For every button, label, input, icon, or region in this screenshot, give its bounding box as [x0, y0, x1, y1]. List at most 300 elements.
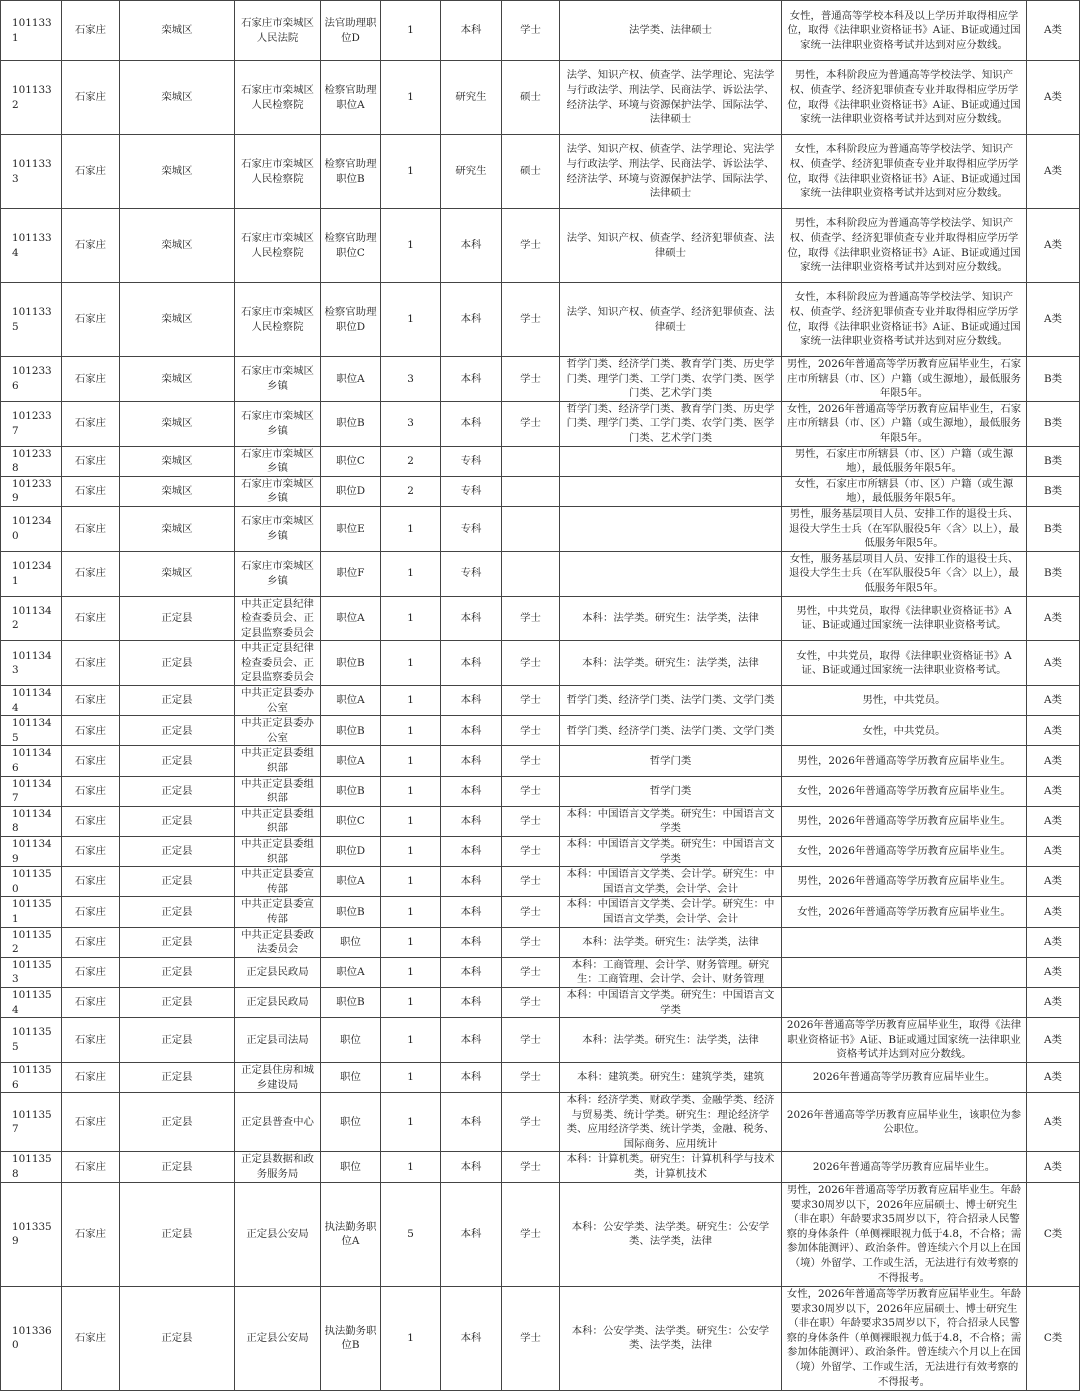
- requirements-cell: 女性，2026年普通高等学历教育应届毕业生。: [782, 897, 1027, 927]
- major-cell: 本科：建筑类。研究生：建筑学类，建筑: [560, 1062, 782, 1092]
- exam-category-cell: A类: [1027, 209, 1080, 283]
- position-code-cell: 1011332: [1, 61, 62, 135]
- requirements-cell: 女性，2026年普通高等学历教育应届毕业生，石家庄市所辖县（市、区）户籍（或生源地），最低服务年限5年。: [782, 401, 1027, 446]
- position-code-cell: 1011334: [1, 209, 62, 283]
- city-cell: 石家庄: [62, 209, 120, 283]
- headcount-cell: 1: [381, 551, 441, 596]
- city-cell: 石家庄: [62, 987, 120, 1017]
- major-cell: 哲学门类: [560, 746, 782, 776]
- employer-cell: 正定县民政局: [235, 957, 321, 987]
- employer-cell: 正定县住房和城乡建设局: [235, 1062, 321, 1092]
- headcount-cell: 1: [381, 897, 441, 927]
- degree-cell: 学士: [502, 357, 560, 402]
- major-cell: 法学、知识产权、侦查学、法学理论、宪法学与行政法学、刑法学、民商法学、诉讼法学、经济法学、环境与资源保护法学、国际法学、法律硕士: [560, 135, 782, 209]
- position-code-cell: 1011335: [1, 283, 62, 357]
- position-name-cell: 职位C: [321, 446, 381, 476]
- position-name-cell: 检察官助理职位A: [321, 61, 381, 135]
- table-row: [1, 551, 1080, 596]
- table-row: [1, 1093, 1080, 1152]
- position-code-cell: 1012337: [1, 401, 62, 446]
- district-cell: 正定县: [120, 927, 235, 957]
- education-cell: 本科: [441, 1286, 502, 1390]
- degree-cell: 学士: [502, 867, 560, 897]
- exam-category-cell: B类: [1027, 476, 1080, 506]
- city-cell: 石家庄: [62, 641, 120, 686]
- employer-cell: 石家庄市栾城区人民法院: [235, 1, 321, 61]
- headcount-cell: 1: [381, 867, 441, 897]
- headcount-cell: 1: [381, 1062, 441, 1092]
- employer-cell: 中共正定县委办公室: [235, 716, 321, 746]
- district-cell: 正定县: [120, 1062, 235, 1092]
- exam-category-cell: A类: [1027, 61, 1080, 135]
- headcount-cell: 1: [381, 1152, 441, 1182]
- city-cell: 石家庄: [62, 476, 120, 506]
- headcount-cell: 1: [381, 641, 441, 686]
- position-code-cell: 1011342: [1, 596, 62, 641]
- requirements-cell: 男性，2026年普通高等学历教育应届毕业生，石家庄市所辖县（市、区）户籍（或生源地），最低服务年限5年。: [782, 357, 1027, 402]
- table-row: [1, 1062, 1080, 1092]
- requirements-cell: [782, 987, 1027, 1017]
- requirements-cell: 女性，普通高等学校本科及以上学历并取得相应学位，取得《法律职业资格证书》A证、B证或通过国家统一法律职业资格考试并达到对应分数线。: [782, 1, 1027, 61]
- degree-cell: 学士: [502, 596, 560, 641]
- major-cell: 本科：中国语言文学类。研究生：中国语言文学类: [560, 987, 782, 1017]
- major-cell: [560, 476, 782, 506]
- exam-category-cell: A类: [1027, 1152, 1080, 1182]
- city-cell: 石家庄: [62, 867, 120, 897]
- position-code-cell: 1012336: [1, 357, 62, 402]
- exam-category-cell: A类: [1027, 1093, 1080, 1152]
- city-cell: 石家庄: [62, 357, 120, 402]
- headcount-cell: 1: [381, 135, 441, 209]
- city-cell: 石家庄: [62, 506, 120, 551]
- degree-cell: 学士: [502, 987, 560, 1017]
- major-cell: 法学、知识产权、侦查学、法学理论、宪法学与行政法学、刑法学、民商法学、诉讼法学、经济法学、环境与资源保护法学、国际法学、法律硕士: [560, 61, 782, 135]
- table-row: [1, 506, 1080, 551]
- exam-category-cell: A类: [1027, 837, 1080, 867]
- headcount-cell: 1: [381, 209, 441, 283]
- requirements-cell: 女性，石家庄市所辖县（市、区）户籍（或生源地），最低服务年限5年。: [782, 476, 1027, 506]
- district-cell: 正定县: [120, 987, 235, 1017]
- table-row: [1, 776, 1080, 806]
- employer-cell: 石家庄市栾城区乡镇: [235, 551, 321, 596]
- position-name-cell: 职位: [321, 927, 381, 957]
- headcount-cell: 1: [381, 686, 441, 716]
- employer-cell: 正定县普查中心: [235, 1093, 321, 1152]
- position-name-cell: 职位B: [321, 776, 381, 806]
- table-row: [1, 476, 1080, 506]
- major-cell: 本科：法学类。研究生：法学类，法律: [560, 596, 782, 641]
- major-cell: [560, 551, 782, 596]
- headcount-cell: 1: [381, 716, 441, 746]
- education-cell: 本科: [441, 957, 502, 987]
- position-name-cell: 职位: [321, 1018, 381, 1063]
- education-cell: 本科: [441, 806, 502, 836]
- position-name-cell: 职位: [321, 1062, 381, 1092]
- district-cell: 正定县: [120, 837, 235, 867]
- major-cell: 哲学门类、经济学门类、法学门类、文学门类: [560, 686, 782, 716]
- requirements-cell: 男性，服务基层项目人员、安排工作的退役士兵、退役大学生士兵（在军队服役5年〈含〉以上），最低服务年限5年。: [782, 506, 1027, 551]
- city-cell: 石家庄: [62, 1093, 120, 1152]
- table-row: [1, 987, 1080, 1017]
- exam-category-cell: A类: [1027, 641, 1080, 686]
- employer-cell: 石家庄市栾城区乡镇: [235, 446, 321, 476]
- employer-cell: 正定县民政局: [235, 987, 321, 1017]
- employer-cell: 中共正定县委政法委员会: [235, 927, 321, 957]
- table-row: [1, 357, 1080, 402]
- major-cell: 本科：中国语言文学类。研究生：中国语言文学类: [560, 806, 782, 836]
- employer-cell: 石家庄市栾城区乡镇: [235, 506, 321, 551]
- degree-cell: 学士: [502, 716, 560, 746]
- district-cell: 栾城区: [120, 506, 235, 551]
- headcount-cell: 2: [381, 476, 441, 506]
- major-cell: 本科：法学类。研究生：法学类，法律: [560, 641, 782, 686]
- district-cell: 栾城区: [120, 283, 235, 357]
- degree-cell: 学士: [502, 401, 560, 446]
- degree-cell: 学士: [502, 1182, 560, 1286]
- position-name-cell: 职位D: [321, 476, 381, 506]
- district-cell: 正定县: [120, 596, 235, 641]
- requirements-cell: 男性，2026年普通高等学历教育应届毕业生。: [782, 746, 1027, 776]
- exam-category-cell: B类: [1027, 506, 1080, 551]
- requirements-cell: 男性，2026年普通高等学历教育应届毕业生。: [782, 806, 1027, 836]
- district-cell: 正定县: [120, 776, 235, 806]
- position-code-cell: 1011356: [1, 1062, 62, 1092]
- education-cell: 本科: [441, 716, 502, 746]
- district-cell: 栾城区: [120, 61, 235, 135]
- education-cell: 本科: [441, 357, 502, 402]
- city-cell: 石家庄: [62, 957, 120, 987]
- degree-cell: 学士: [502, 776, 560, 806]
- position-code-cell: 1011350: [1, 867, 62, 897]
- employer-cell: 正定县公安局: [235, 1182, 321, 1286]
- position-name-cell: 职位A: [321, 957, 381, 987]
- employer-cell: 石家庄市栾城区人民检察院: [235, 209, 321, 283]
- exam-category-cell: A类: [1027, 1062, 1080, 1092]
- requirements-cell: 男性，本科阶段应为普通高等学校法学、知识产权、侦查学、经济犯罪侦查专业并取得相应学历学位，取得《法律职业资格证书》A证、B证或通过国家统一法律职业资格考试并达到对应分数线。: [782, 209, 1027, 283]
- employer-cell: 石家庄市栾城区乡镇: [235, 476, 321, 506]
- requirements-cell: 女性，本科阶段应为普通高等学校法学、知识产权、侦查学、经济犯罪侦查专业并取得相应学历学位，取得《法律职业资格证书》A证、B证或通过国家统一法律职业资格考试并达到对应分数线。: [782, 135, 1027, 209]
- major-cell: 哲学门类: [560, 776, 782, 806]
- requirements-cell: 2026年普通高等学历教育应届毕业生，该职位为参公职位。: [782, 1093, 1027, 1152]
- exam-category-cell: B类: [1027, 551, 1080, 596]
- city-cell: 石家庄: [62, 1, 120, 61]
- requirements-cell: 女性，服务基层项目人员、安排工作的退役士兵、退役大学生士兵（在军队服役5年〈含〉以上），最低服务年限5年。: [782, 551, 1027, 596]
- table-row: [1, 806, 1080, 836]
- employer-cell: 石家庄市栾城区人民检察院: [235, 61, 321, 135]
- requirements-cell: 2026年普通高等学历教育应届毕业生，取得《法律职业资格证书》A证、B证或通过国家统一法律职业资格考试并达到对应分数线。: [782, 1018, 1027, 1063]
- district-cell: 正定县: [120, 957, 235, 987]
- requirements-cell: 女性，中共党员，取得《法律职业资格证书》A证、B证或通过国家统一法律职业资格考试。: [782, 641, 1027, 686]
- position-name-cell: 职位B: [321, 641, 381, 686]
- position-name-cell: 执法勤务职位A: [321, 1182, 381, 1286]
- city-cell: 石家庄: [62, 61, 120, 135]
- position-name-cell: 职位D: [321, 837, 381, 867]
- table-row: [1, 927, 1080, 957]
- requirements-cell: 2026年普通高等学历教育应届毕业生。: [782, 1062, 1027, 1092]
- employer-cell: 中共正定县委宣传部: [235, 897, 321, 927]
- headcount-cell: 1: [381, 1286, 441, 1390]
- position-name-cell: 职位A: [321, 686, 381, 716]
- district-cell: 正定县: [120, 1182, 235, 1286]
- requirements-cell: [782, 927, 1027, 957]
- table-row: [1, 837, 1080, 867]
- headcount-cell: 1: [381, 596, 441, 641]
- major-cell: 法学、知识产权、侦查学、经济犯罪侦查、法律硕士: [560, 209, 782, 283]
- position-name-cell: 职位B: [321, 897, 381, 927]
- city-cell: 石家庄: [62, 716, 120, 746]
- city-cell: 石家庄: [62, 446, 120, 476]
- headcount-cell: 5: [381, 1182, 441, 1286]
- position-code-cell: 1011348: [1, 806, 62, 836]
- exam-category-cell: A类: [1027, 746, 1080, 776]
- headcount-cell: 1: [381, 927, 441, 957]
- degree-cell: 硕士: [502, 61, 560, 135]
- table-row: [1, 746, 1080, 776]
- education-cell: 研究生: [441, 135, 502, 209]
- district-cell: 栾城区: [120, 1, 235, 61]
- degree-cell: [502, 506, 560, 551]
- district-cell: 正定县: [120, 641, 235, 686]
- education-cell: 研究生: [441, 61, 502, 135]
- requirements-cell: 男性，中共党员，取得《法律职业资格证书》A证、B证或通过国家统一法律职业资格考试。: [782, 596, 1027, 641]
- employer-cell: 石家庄市栾城区乡镇: [235, 357, 321, 402]
- exam-category-cell: A类: [1027, 987, 1080, 1017]
- district-cell: 栾城区: [120, 551, 235, 596]
- requirements-cell: 女性，2026年普通高等学历教育应届毕业生。: [782, 776, 1027, 806]
- major-cell: 本科：工商管理、会计学、财务管理。研究生：工商管理、会计学、会计、财务管理: [560, 957, 782, 987]
- degree-cell: 学士: [502, 1, 560, 61]
- headcount-cell: 1: [381, 1018, 441, 1063]
- degree-cell: [502, 446, 560, 476]
- degree-cell: 学士: [502, 1062, 560, 1092]
- major-cell: 本科：计算机类。研究生：计算机科学与技术类，计算机技术: [560, 1152, 782, 1182]
- district-cell: 正定县: [120, 1093, 235, 1152]
- headcount-cell: 1: [381, 1, 441, 61]
- employer-cell: 中共正定县纪律检查委员会、正定县监察委员会: [235, 641, 321, 686]
- requirements-cell: [782, 957, 1027, 987]
- position-code-cell: 1012338: [1, 446, 62, 476]
- position-code-cell: 1013360: [1, 1286, 62, 1390]
- exam-category-cell: B类: [1027, 401, 1080, 446]
- headcount-cell: 2: [381, 446, 441, 476]
- city-cell: 石家庄: [62, 806, 120, 836]
- table-row: [1, 957, 1080, 987]
- position-code-cell: 1011344: [1, 686, 62, 716]
- major-cell: 本科：中国语言文学类、会计学。研究生：中国语言文学类，会计学、会计: [560, 867, 782, 897]
- employer-cell: 正定县数据和政务服务局: [235, 1152, 321, 1182]
- table-row: [1, 867, 1080, 897]
- degree-cell: [502, 476, 560, 506]
- education-cell: 专科: [441, 446, 502, 476]
- degree-cell: 学士: [502, 927, 560, 957]
- table-row: [1, 1018, 1080, 1063]
- table-row: [1, 641, 1080, 686]
- position-name-cell: 检察官助理职位B: [321, 135, 381, 209]
- major-cell: 法学、知识产权、侦查学、经济犯罪侦查、法律硕士: [560, 283, 782, 357]
- position-code-cell: 1011352: [1, 927, 62, 957]
- exam-category-cell: A类: [1027, 1018, 1080, 1063]
- requirements-cell: 男性，本科阶段应为普通高等学校法学、知识产权、侦查学、经济犯罪侦查专业并取得相应学历学位，取得《法律职业资格证书》A证、B证或通过国家统一法律职业资格考试并达到对应分数线。: [782, 61, 1027, 135]
- major-cell: 本科：公安学类、法学类。研究生：公安学类、法学类，法律: [560, 1286, 782, 1390]
- table-row: [1, 897, 1080, 927]
- position-code-cell: 1011351: [1, 897, 62, 927]
- position-name-cell: 职位E: [321, 506, 381, 551]
- position-name-cell: 职位B: [321, 401, 381, 446]
- education-cell: 专科: [441, 506, 502, 551]
- degree-cell: 学士: [502, 837, 560, 867]
- city-cell: 石家庄: [62, 927, 120, 957]
- headcount-cell: 3: [381, 401, 441, 446]
- table-row: [1, 1182, 1080, 1286]
- degree-cell: 学士: [502, 806, 560, 836]
- city-cell: 石家庄: [62, 596, 120, 641]
- district-cell: 栾城区: [120, 401, 235, 446]
- major-cell: 本科：经济学类、财政学类、金融学类、经济与贸易类、统计学类。研究生：理论经济学类、应用经济学类、统计学类，金融、税务、国际商务、应用统计: [560, 1093, 782, 1152]
- employer-cell: 中共正定县委组织部: [235, 746, 321, 776]
- degree-cell: 学士: [502, 641, 560, 686]
- position-code-cell: 1011354: [1, 987, 62, 1017]
- major-cell: 本科：法学类。研究生：法学类，法律: [560, 1018, 782, 1063]
- district-cell: 正定县: [120, 1152, 235, 1182]
- table-row: [1, 135, 1080, 209]
- degree-cell: [502, 551, 560, 596]
- requirements-cell: 2026年普通高等学历教育应届毕业生。: [782, 1152, 1027, 1182]
- employer-cell: 中共正定县委组织部: [235, 776, 321, 806]
- position-code-cell: 1011355: [1, 1018, 62, 1063]
- exam-category-cell: A类: [1027, 135, 1080, 209]
- education-cell: 本科: [441, 641, 502, 686]
- employer-cell: 中共正定县委办公室: [235, 686, 321, 716]
- education-cell: 本科: [441, 897, 502, 927]
- degree-cell: 硕士: [502, 135, 560, 209]
- major-cell: 本科：法学类。研究生：法学类，法律: [560, 927, 782, 957]
- requirements-cell: 女性，2026年普通高等学历教育应届毕业生。: [782, 837, 1027, 867]
- position-code-cell: 1011357: [1, 1093, 62, 1152]
- district-cell: 正定县: [120, 806, 235, 836]
- position-code-cell: 1011346: [1, 746, 62, 776]
- table-row: [1, 283, 1080, 357]
- major-cell: 本科：中国语言文学类。研究生：中国语言文学类: [560, 837, 782, 867]
- table-row: [1, 596, 1080, 641]
- education-cell: 本科: [441, 1093, 502, 1152]
- position-code-cell: 1011347: [1, 776, 62, 806]
- education-cell: 本科: [441, 837, 502, 867]
- degree-cell: 学士: [502, 1152, 560, 1182]
- city-cell: 石家庄: [62, 686, 120, 716]
- position-code-cell: 1011333: [1, 135, 62, 209]
- position-name-cell: 职位C: [321, 806, 381, 836]
- degree-cell: 学士: [502, 746, 560, 776]
- city-cell: 石家庄: [62, 1182, 120, 1286]
- position-name-cell: 职位A: [321, 596, 381, 641]
- city-cell: 石家庄: [62, 551, 120, 596]
- table-body: [1, 1, 1080, 1391]
- district-cell: 正定县: [120, 897, 235, 927]
- district-cell: 正定县: [120, 686, 235, 716]
- employer-cell: 中共正定县委组织部: [235, 806, 321, 836]
- headcount-cell: 1: [381, 806, 441, 836]
- city-cell: 石家庄: [62, 746, 120, 776]
- employer-cell: 中共正定县纪律检查委员会、正定县监察委员会: [235, 596, 321, 641]
- table-row: [1, 1286, 1080, 1390]
- major-cell: 哲学门类、经济学门类、法学门类、文学门类: [560, 716, 782, 746]
- position-name-cell: 法官助理职位D: [321, 1, 381, 61]
- position-code-cell: 1012340: [1, 506, 62, 551]
- position-name-cell: 职位: [321, 1152, 381, 1182]
- position-code-cell: 1011349: [1, 837, 62, 867]
- employer-cell: 正定县公安局: [235, 1286, 321, 1390]
- headcount-cell: 1: [381, 1093, 441, 1152]
- position-code-cell: 1011331: [1, 1, 62, 61]
- education-cell: 本科: [441, 867, 502, 897]
- major-cell: 本科：公安学类、法学类。研究生：公安学类、法学类，法律: [560, 1182, 782, 1286]
- degree-cell: 学士: [502, 1286, 560, 1390]
- degree-cell: 学士: [502, 1018, 560, 1063]
- district-cell: 正定县: [120, 746, 235, 776]
- requirements-cell: 男性，2026年普通高等学历教育应届毕业生。年龄要求30周岁以下，2026年应届硕士、博士研究生（非在职）年龄要求35周岁以下，符合招录人民警察的身体条件（单侧裸眼视力低于4.8，不合格；需参加体能测评）、政治条件。曾连续六个月以上在国（境）外留学、工作或生活，无法进行有效考察的不得报考。: [782, 1182, 1027, 1286]
- requirements-cell: 男性，中共党员。: [782, 686, 1027, 716]
- city-cell: 石家庄: [62, 1062, 120, 1092]
- position-name-cell: 职位F: [321, 551, 381, 596]
- position-name-cell: 职位A: [321, 357, 381, 402]
- employer-cell: 正定县司法局: [235, 1018, 321, 1063]
- education-cell: 本科: [441, 776, 502, 806]
- table-row: [1, 446, 1080, 476]
- city-cell: 石家庄: [62, 401, 120, 446]
- exam-category-cell: C类: [1027, 1182, 1080, 1286]
- headcount-cell: 1: [381, 957, 441, 987]
- table-row: [1, 61, 1080, 135]
- headcount-cell: 3: [381, 357, 441, 402]
- degree-cell: 学士: [502, 686, 560, 716]
- requirements-cell: 男性，石家庄市所辖县（市、区）户籍（或生源地），最低服务年限5年。: [782, 446, 1027, 476]
- city-cell: 石家庄: [62, 837, 120, 867]
- education-cell: 本科: [441, 401, 502, 446]
- education-cell: 本科: [441, 746, 502, 776]
- district-cell: 正定县: [120, 1018, 235, 1063]
- education-cell: 本科: [441, 596, 502, 641]
- district-cell: 栾城区: [120, 476, 235, 506]
- position-code-cell: 1011345: [1, 716, 62, 746]
- position-name-cell: 检察官助理职位C: [321, 209, 381, 283]
- degree-cell: 学士: [502, 209, 560, 283]
- district-cell: 栾城区: [120, 357, 235, 402]
- position-code-cell: 1012339: [1, 476, 62, 506]
- position-code-cell: 1011353: [1, 957, 62, 987]
- exam-category-cell: A类: [1027, 927, 1080, 957]
- city-cell: 石家庄: [62, 897, 120, 927]
- headcount-cell: 1: [381, 837, 441, 867]
- education-cell: 专科: [441, 476, 502, 506]
- city-cell: 石家庄: [62, 1286, 120, 1390]
- table-row: [1, 716, 1080, 746]
- position-name-cell: 检察官助理职位D: [321, 283, 381, 357]
- education-cell: 本科: [441, 1, 502, 61]
- education-cell: 本科: [441, 1182, 502, 1286]
- position-name-cell: 职位B: [321, 987, 381, 1017]
- city-cell: 石家庄: [62, 1018, 120, 1063]
- headcount-cell: 1: [381, 283, 441, 357]
- headcount-cell: 1: [381, 746, 441, 776]
- table-row: [1, 1152, 1080, 1182]
- major-cell: 本科：中国语言文学类、会计学。研究生：中国语言文学类，会计学、会计: [560, 897, 782, 927]
- requirements-cell: 男性，2026年普通高等学历教育应届毕业生。: [782, 867, 1027, 897]
- exam-category-cell: A类: [1027, 1, 1080, 61]
- exam-category-cell: A类: [1027, 596, 1080, 641]
- degree-cell: 学士: [502, 283, 560, 357]
- requirements-cell: 女性，中共党员。: [782, 716, 1027, 746]
- exam-category-cell: A类: [1027, 776, 1080, 806]
